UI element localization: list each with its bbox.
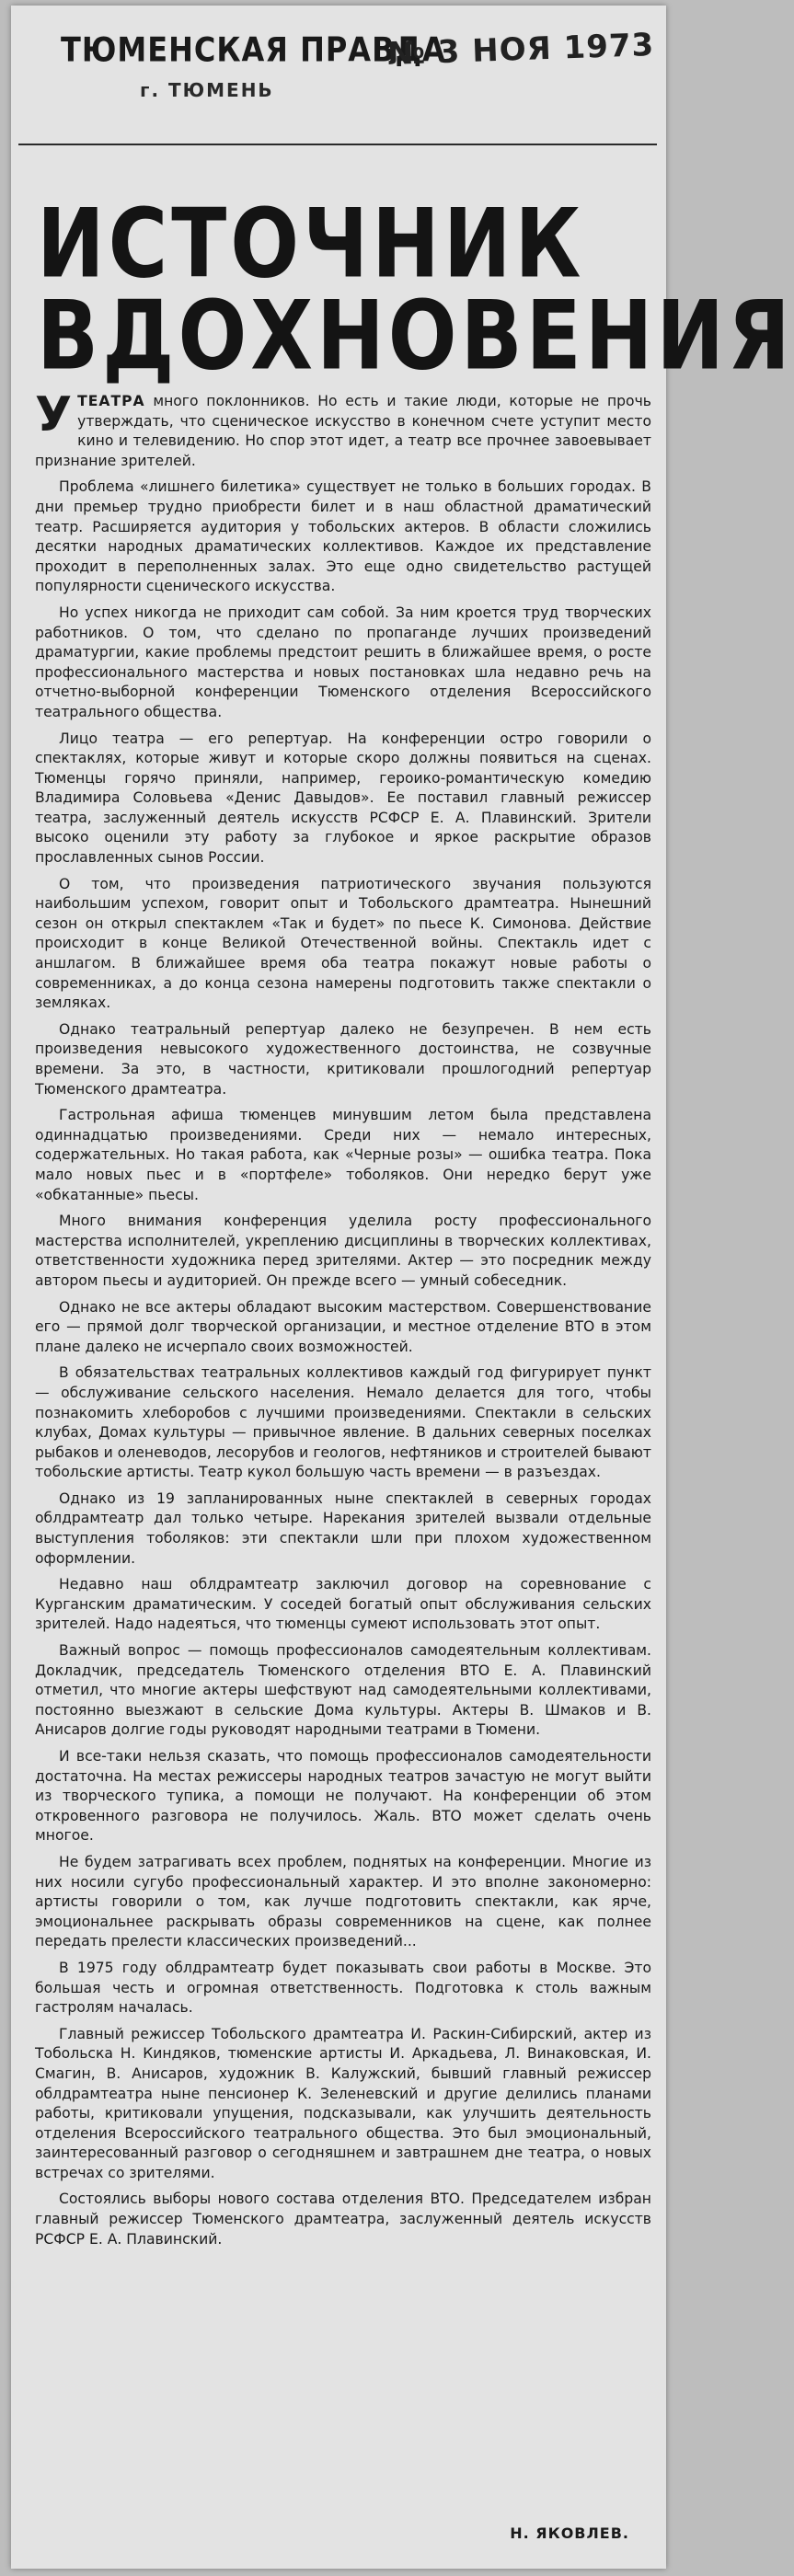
paragraph-10: В обязательствах театральных коллективов каждый год фигурирует пункт — обслуживание сельского населения. Немало делается для того, чтобы познакомить хлеборобов с лучшими произведениями. Спектакли в сельских клубах, Домах культуры — привычное явление. В дальних северных поселках рыбаков и оленеводов, лесорубов и геологов, нефтяников и строителей бывают тобольские артисты. Театр кукол большую часть времени — в разъездах. [35, 1364, 651, 1481]
newspaper-title: ТЮМЕНСКАЯ ПРАВДА [61, 29, 446, 70]
date-stamp: № 3 НОЯ 1973 [386, 26, 655, 74]
paragraph-16: В 1975 году облдрамтеатр будет показывать свои работы в Москве. Это большая честь и огромная ответственность. Подготовка к столь важным гастролям началась. [35, 1959, 651, 2017]
paragraph-1: много поклонников. Но есть и такие люди, которые не прочь утверждать, что сценическое искусство в конечном счете уступит место кино и телевидению. Но спор этот идет, а театр все прочнее завоевывает признание зрителей. [35, 393, 651, 469]
paragraph-2: Проблема «лишнего билетика» существует не только в больших городах. В дни премьер трудно приобрести билет и в наш областной драматический театр. Расширяется аудитория у тобольских актеров. В области сложились десятки народных драматических коллективов. Каждое их представление проходит в переполненных залах. Это еще одно свидетельство растущей популярности сценического искусства. [35, 478, 651, 595]
paragraph-7: Гастрольная афиша тюменцев минувшим летом была представлена одиннадцатью произведениями. Среди них — немало интересных, содержательных. Но такая работа, как «Черные розы» — ошибка театра. Пока мало новых пьес и в «портфеле» тоболяков. Они нередко берут уже «обкатанные» пьесы. [35, 1107, 651, 1203]
paragraph-13: Важный вопрос — помощь профессионалов самодеятельным коллективам. Докладчик, председатель Тюменского отделения ВТО Е. А. Плавинский отметил, что многие актеры шефствуют над самодеятельными коллективами, постоянно выезжают в сельские Дома культуры. Актеры В. Шмаков и В. Анисаров долгие годы руководят народными театрами в Тюмени. [35, 1642, 651, 1739]
paragraph-6: Однако театральный репертуар далеко не безупречен. В нем есть произведения невысокого художественного достоинства, не созвучные времени. За это, в частности, критиковали прошлогодний репертуар Тюменского драмтеатра. [35, 1020, 651, 1098]
paragraph-4: Лицо театра — его репертуар. На конференции остро говорили о спектаклях, которые живут и которые скоро должны появиться на сценах. Тюменцы горячо приняли, например, героико-романтическую комедию Владимира Соловьева «Денис Давыдов». Ее поставил главный режиссер театра, заслуженный деятель искусств РСФСР Е. А. Плавинский. Зрители высоко оценили эту работу за глубокое и яркое раскрытие образов прославленных сынов России. [35, 730, 651, 867]
city-stamp: г. ТЮМЕНЬ [140, 79, 274, 101]
paragraph-9: Однако не все актеры обладают высоким мастерством. Совершенствование его — прямой долг творческой организации, и местное отделение ВТО в этом плане далеко не исчерпало своих возможностей. [35, 1298, 651, 1355]
paragraph-14: И все-таки нельзя сказать, что помощь профессионалов самодеятельности достаточна. На местах режиссеры народных театров зачастую не могут выйти из творческого тупика, а помощи не получают. На конференции об этом откровенного разговора не получилось. Жаль. ВТО может сделать очень многое. [35, 1748, 651, 1845]
paragraph-lead [35, 387, 651, 471]
newspaper-clipping [11, 6, 794, 2569]
headline-line-2: ВДОХНОВЕНИЯ [37, 279, 794, 392]
article-body [35, 387, 651, 2256]
paragraph-3: Но успех никогда не приходит сам собой. За ним кроется труд творческих работников. О том, что сделано по пропаганде лучших произведений драматургии, какие проблемы предстоит решить в ближайшее время, о росте профессионального мастерства и новых постановках шла недавно речь на отчетно-выборной конференции Тюменского отделения Всероссийского театрального общества. [35, 604, 651, 720]
paragraph-17: Главный режиссер Тобольского драмтеатра И. Раскин-Сибирский, актер из Тобольска Н. Киндяков, тюменские артисты И. Аркадьева, Л. Винаковская, И. Смагин, В. Анисаров, художник В. Калужский, бывший главный режиссер облдрамтеатра ныне пенсионер К. Зеленевский и другие делились планами работы, критиковали упущения, подсказывали, как улучшить деятельность отделения Всероссийского театрального общества. Это был эмоциональный, заинтересованный разговор о сегодняшнем и завтрашнем дне театра, о новых встречах со зрителями. [35, 2025, 651, 2181]
paragraph-11: Однако из 19 запланированных ныне спектаклей в северных городах облдрамтеатр дал только четыре. Нарекания зрителей вызвали отдельные выступления тоболяков: эти спектакли шли при плохом художественном оформлении. [35, 1489, 651, 1567]
paragraph-8: Много внимания конференция уделила росту профессионального мастерства исполнителей, укреплению дисциплины в творческих коллективах, ответственности художника перед зрителями. Актер — это посредник между автором пьесы и аудиторией. Он прежде всего — умный собеседник. [35, 1213, 651, 1289]
paragraph-5: О том, что произведения патриотического звучания пользуются наибольшим успехом, говорит опыт и Тобольского драмтеатра. Нынешний сезон он открыл спектаклем «Так и будет» по пьесе К. Симонова. Действие происходит в конце Великой Отечественной войны. Спектакль идет с аншлагом. В ближайшее время оба театра покажут новые работы о современниках, а до конца сезона намерены подготовить также спектакли о земляках. [35, 875, 651, 1012]
lead-word: ТЕАТРА [77, 393, 145, 409]
top-rule [18, 144, 657, 145]
drop-cap: У [35, 387, 73, 443]
masthead [61, 26, 659, 101]
paragraph-12: Недавно наш облдрамтеатр заключил договор на соревнование с Курганским драматическим. У соседей богатый опыт обслуживания сельских зрителей. Надо надеяться, что тюменцы сумеют использовать этот опыт. [35, 1576, 651, 1633]
author-signature: Н. ЯКОВЛЕВ. [510, 2524, 629, 2542]
paragraph-18: Состоялись выборы нового состава отделения ВТО. Председателем избран главный режиссер Тюменского драмтеатра, заслуженный деятель искусств РСФСР Е. А. Плавинский. [35, 2191, 651, 2248]
headline-line-1: ИСТОЧНИК [37, 187, 585, 300]
article-headline [37, 187, 794, 392]
paragraph-15: Не будем затрагивать всех проблем, поднятых на конференции. Многие из них носили сугубо профессиональный характер. И это вполне закономерно: артисты говорили о том, как лучше подготовить спектакли, как ярче, эмоциональнее раскрывать образы современников на сцене, как полнее передать прелести классических произведений... [35, 1853, 651, 1950]
